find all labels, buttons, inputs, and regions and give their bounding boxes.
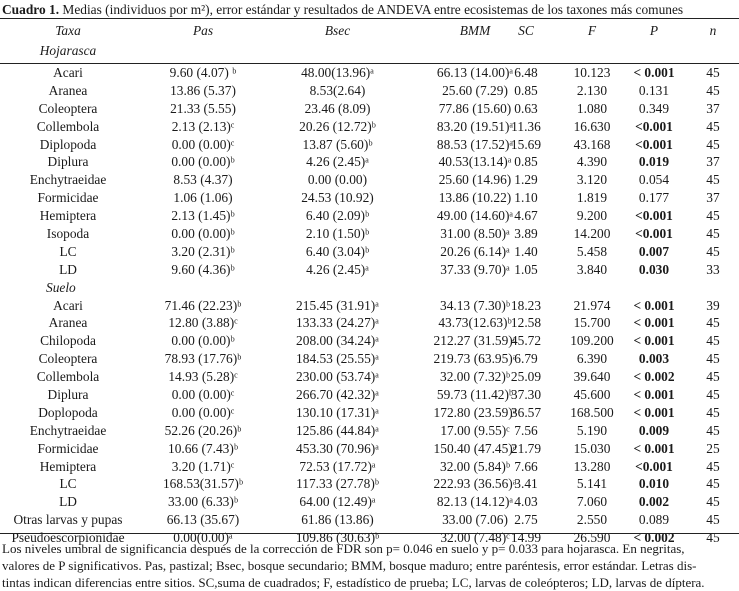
f-cell: 10.123 — [573, 65, 611, 80]
pas-cell: 168.53(31.57)ᵇ — [162, 476, 244, 492]
pas-cell: 71.46 (22.23)ᵇ — [164, 297, 242, 313]
bsec-cell: 61.86 (13.86) — [301, 512, 374, 528]
taxon-cell: Collembola — [36, 118, 100, 134]
bsec-cell: 4.26 (2.45)ᵃ — [306, 154, 369, 170]
taxon-cell: Otras larvas y pupas — [13, 512, 123, 528]
n-cell: 45 — [706, 136, 720, 152]
table-row — [0, 64, 739, 82]
bmm-cell: 212.27 (31.59)ᵃ — [433, 333, 517, 349]
bmm-cell: 150.40 (47.45)ᵃ — [433, 440, 517, 456]
p-value-cell: < 0.001 — [633, 297, 675, 313]
taxon-cell: LC — [59, 243, 77, 259]
pas-cell: 10.66 (7.43)ᵇ — [168, 440, 238, 456]
sc-cell: 21.79 — [510, 440, 542, 456]
p-value-cell: <0.001 — [635, 136, 673, 152]
table-row — [0, 386, 739, 404]
table-row — [0, 511, 739, 529]
bsec-cell: 208.00 (34.24)ᵃ — [296, 333, 379, 349]
pas-cell: 9.60 (4.07) ᵇ — [169, 65, 237, 80]
pas-cell: 9.60 (4.36)ᵇ — [171, 261, 235, 277]
caption-text: Medias (individuos por m²), error estándar y resultados de ANDEVA entre ecosistemas de los taxones más comunes — [59, 2, 684, 17]
p-value-cell: <0.001 — [635, 208, 673, 224]
sc-cell: 1.29 — [514, 172, 538, 188]
section-label: Suelo — [46, 279, 76, 295]
bsec-cell: 453.30 (70.96)ᵃ — [296, 440, 379, 456]
header-bsec: Bsec — [324, 23, 351, 38]
p-value-cell: < 0.001 — [633, 387, 675, 403]
pas-cell: 33.00 (6.33)ᵇ — [168, 494, 238, 510]
bsec-cell: 215.45 (31.91)ᵃ — [296, 297, 379, 313]
header-bmm: BMM — [459, 23, 491, 38]
table-row — [0, 82, 739, 100]
pas-cell: 2.13 (2.13)ᶜ — [171, 118, 235, 134]
bmm-cell: 32.00 (5.84)ᵇ — [440, 458, 510, 474]
taxon-cell: Enchytraeidae — [29, 422, 107, 438]
f-cell: 109.200 — [570, 333, 614, 349]
f-cell: 21.974 — [573, 297, 611, 313]
sc-cell: 15.69 — [510, 136, 542, 152]
sc-cell: 45.72 — [510, 333, 542, 349]
table-row — [0, 225, 739, 243]
n-cell: 45 — [706, 458, 720, 474]
bmm-cell: 40.53(13.14)ᵃ — [438, 154, 512, 170]
table-body — [0, 64, 739, 547]
pas-cell: 21.33 (5.55) — [170, 100, 236, 116]
bsec-cell: 64.00 (12.49)ᵃ — [299, 494, 376, 510]
bsec-cell: 184.53 (25.55)ᵃ — [296, 351, 379, 367]
taxon-cell: Formicidae — [37, 440, 99, 456]
sc-cell: 14.99 — [510, 530, 542, 546]
f-cell: 43.168 — [573, 136, 611, 152]
bsec-cell: 2.10 (1.50)ᵇ — [305, 226, 370, 242]
taxon-cell: Aranea — [48, 315, 88, 331]
sc-cell: 6.48 — [514, 65, 538, 80]
table-footnotes — [2, 540, 737, 591]
bmm-cell: 219.73 (63.95)ᵃ — [433, 351, 517, 367]
f-cell: 2.550 — [576, 512, 608, 528]
taxon-cell: Coleoptera — [38, 351, 98, 367]
taxon-cell: Diplura — [47, 387, 89, 403]
bsec-cell: 117.33 (27.78)ᵇ — [296, 476, 379, 492]
n-cell: 37 — [706, 154, 720, 170]
bottom-rule — [0, 533, 739, 534]
pas-cell: 0.00 (0.00)ᵇ — [171, 226, 235, 242]
pas-cell: 8.53 (4.37) — [173, 172, 233, 188]
sc-cell: 1.10 — [514, 190, 538, 206]
bmm-cell: 32.00 (7.48)ᶜ — [440, 530, 510, 546]
taxon-cell: Collembola — [36, 369, 100, 385]
n-cell: 45 — [706, 422, 720, 438]
bsec-cell: 0.00 (0.00) — [307, 172, 368, 188]
header-n: n — [709, 23, 717, 38]
sc-cell: 37.30 — [510, 387, 542, 403]
p-value-cell: < 0.001 — [633, 440, 675, 456]
table-row — [0, 189, 739, 207]
pas-cell: 2.13 (1.45)ᵇ — [171, 208, 235, 224]
p-value-cell: < 0.002 — [633, 369, 675, 385]
taxon-cell: Hemiptera — [39, 208, 97, 224]
bsec-cell: 109.86 (30.63)ᵇ — [295, 530, 380, 546]
sc-cell: 4.67 — [514, 208, 538, 224]
f-cell: 168.500 — [570, 404, 614, 420]
table-row — [0, 153, 739, 171]
p-value-cell: 0.009 — [638, 422, 670, 438]
footnote-line: valores de P significativos. Pas, pastizal; Bsec, bosque secundario; BMM, bosque maduro; entre paréntesis, error estándar. Letras dis- — [2, 558, 697, 573]
bmm-cell: 88.53 (17.52)ᵃ — [436, 136, 514, 152]
section-header-row — [0, 279, 739, 297]
pas-cell: 12.80 (3.88)ᶜ — [168, 315, 238, 331]
bmm-cell: 34.13 (7.30)ᵇ — [440, 297, 510, 313]
bmm-cell: 17.00 (9.55)ᶜ — [440, 422, 510, 438]
n-cell: 45 — [706, 369, 720, 385]
p-value-cell: 0.089 — [638, 512, 670, 528]
f-cell: 5.190 — [576, 422, 608, 438]
bsec-cell: 72.53 (17.72)ᵃ — [299, 458, 376, 474]
table-row — [0, 422, 739, 440]
bmm-cell: 77.86 (15.60) — [438, 100, 512, 116]
n-cell: 37 — [706, 100, 720, 116]
bmm-cell: 25.60 (7.29) — [442, 82, 508, 98]
table-row — [0, 332, 739, 350]
sc-cell: 0.85 — [514, 154, 538, 170]
bsec-cell: 6.40 (3.04)ᵇ — [305, 243, 370, 259]
pas-cell: 0.00 (0.00)ᵇ — [171, 154, 235, 170]
table-caption — [2, 1, 737, 18]
sc-cell: 7.56 — [514, 422, 538, 438]
table-row — [0, 368, 739, 386]
header-f: F — [587, 23, 597, 38]
p-value-cell: 0.054 — [638, 172, 670, 188]
table-row — [0, 243, 739, 261]
sc-cell: 25.09 — [510, 369, 542, 385]
taxon-cell: Formicidae — [37, 190, 99, 206]
bsec-cell: 13.87 (5.60)ᵇ — [302, 136, 373, 152]
bmm-cell: 32.00 (7.32)ᵇ — [440, 369, 510, 385]
n-cell: 33 — [706, 261, 720, 277]
bsec-cell: 8.53(2.64) — [309, 82, 366, 98]
sc-cell: 7.66 — [514, 458, 538, 474]
bmm-cell: 66.13 (14.00)ᵃ — [436, 65, 514, 80]
p-value-cell: 0.177 — [638, 190, 670, 206]
n-cell: 45 — [706, 476, 720, 492]
bmm-cell: 83.20 (19.51)ᵃ — [436, 118, 514, 134]
bmm-cell: 13.86 (10.22) — [438, 190, 512, 206]
p-value-cell: < 0.001 — [633, 404, 675, 420]
f-cell: 15.030 — [573, 440, 611, 456]
bsec-cell: 4.26 (2.45)ᵃ — [306, 261, 369, 277]
taxon-cell: Acari — [53, 297, 83, 313]
n-cell: 45 — [706, 404, 720, 420]
bsec-cell: 130.10 (17.31)ᵃ — [296, 404, 379, 420]
f-cell: 13.280 — [573, 458, 611, 474]
table-row — [0, 118, 739, 136]
p-value-cell: <0.001 — [635, 458, 673, 474]
p-value-cell: < 0.001 — [633, 315, 675, 331]
f-cell: 5.458 — [576, 243, 608, 259]
sc-cell: 1.05 — [514, 261, 538, 277]
table-row — [0, 493, 739, 511]
p-value-cell: < 0.002 — [633, 530, 675, 546]
f-cell: 2.130 — [576, 82, 608, 98]
sc-cell: 0.63 — [514, 100, 538, 116]
taxon-cell: LD — [59, 261, 77, 277]
sc-cell: 3.89 — [514, 226, 538, 242]
pas-cell: 66.13 (35.67) — [166, 512, 240, 528]
bmm-cell: 172.80 (23.59)ᵃ — [433, 404, 517, 420]
f-cell: 6.390 — [576, 351, 608, 367]
header-taxa: Taxa — [55, 23, 81, 38]
table-row — [0, 207, 739, 225]
pas-cell: 0.00 (0.00)ᵇ — [171, 333, 235, 349]
f-cell: 5.141 — [576, 476, 608, 492]
pas-cell: 0.00 (0.00)ᶜ — [171, 404, 235, 420]
taxon-cell: Coleoptera — [38, 100, 98, 116]
taxon-cell: Hemiptera — [39, 458, 97, 474]
sc-cell: 0.85 — [514, 82, 538, 98]
bmm-cell: 49.00 (14.60)ᵃ — [436, 208, 514, 224]
pas-cell: 14.93 (5.28)ᶜ — [168, 369, 238, 385]
table-row — [0, 458, 739, 476]
header-pas: Pas — [192, 23, 214, 38]
table-row — [0, 440, 739, 458]
taxon-cell: Doplopoda — [38, 404, 98, 420]
p-value-cell: < 0.001 — [633, 333, 675, 349]
p-value-cell: <0.001 — [635, 118, 673, 134]
bmm-cell: 43.73(12.63)ᵇ — [438, 315, 512, 331]
header-p: P — [649, 23, 659, 38]
sc-cell: 1.40 — [514, 243, 538, 259]
pas-cell: 78.93 (17.76)ᵇ — [164, 351, 242, 367]
table-row — [0, 475, 739, 493]
header-section-hojarasca: Hojarasca — [39, 43, 97, 58]
sc-cell: 12.58 — [510, 315, 542, 331]
p-value-cell: 0.003 — [638, 351, 670, 367]
sc-cell: 18.23 — [510, 297, 542, 313]
f-cell: 16.630 — [573, 118, 611, 134]
bmm-cell: 37.33 (9.70)ᵃ — [440, 261, 510, 277]
bsec-cell: 133.33 (24.27)ᵃ — [296, 315, 379, 331]
p-value-cell: 0.030 — [638, 261, 670, 277]
sc-cell: 4.03 — [514, 494, 538, 510]
sc-cell: 3.41 — [514, 476, 538, 492]
table-header — [0, 20, 739, 62]
pas-cell: 0.00 (0.00)ᶜ — [171, 136, 235, 152]
taxon-cell: Chilopoda — [40, 333, 96, 349]
bsec-cell: 48.00(13.96)ᵃ — [301, 65, 374, 80]
bsec-cell: 20.26 (12.72)ᵇ — [299, 118, 376, 134]
table-row — [0, 100, 739, 118]
taxon-cell: Isopoda — [46, 226, 90, 242]
bmm-cell: 20.26 (6.14)ᵃ — [440, 243, 510, 259]
table-row — [0, 314, 739, 332]
n-cell: 45 — [706, 172, 720, 188]
pas-cell: 13.86 (5.37) — [170, 82, 236, 98]
pas-cell: 52.26 (20.26)ᵇ — [164, 422, 242, 438]
n-cell: 45 — [706, 315, 720, 331]
n-cell: 39 — [706, 297, 720, 313]
pas-cell: 1.06 (1.06) — [173, 190, 233, 206]
bsec-cell: 266.70 (42.32)ᵃ — [296, 387, 379, 403]
table-row — [0, 297, 739, 315]
f-cell: 14.200 — [573, 226, 611, 242]
pas-cell: 0.00(0.00)ᵃ — [173, 530, 233, 546]
f-cell: 45.600 — [573, 387, 611, 403]
p-value-cell: <0.001 — [635, 226, 673, 242]
n-cell: 45 — [706, 208, 720, 224]
bsec-cell: 230.00 (53.74)ᵃ — [296, 369, 379, 385]
caption-label: Cuadro 1. — [2, 2, 60, 17]
pas-cell: 3.20 (1.71)ᶜ — [171, 458, 235, 474]
f-cell: 4.390 — [576, 154, 608, 170]
f-cell: 26.590 — [573, 530, 611, 546]
f-cell: 39.640 — [573, 369, 611, 385]
taxon-cell: LC — [59, 476, 77, 492]
f-cell: 3.120 — [576, 172, 608, 188]
taxon-cell: Pseudoescorpionidae — [11, 530, 125, 546]
n-cell: 45 — [706, 530, 720, 546]
f-cell: 9.200 — [576, 208, 608, 224]
p-value-cell: 0.349 — [638, 100, 670, 116]
p-value-cell: 0.007 — [638, 243, 670, 259]
f-cell: 1.080 — [576, 100, 608, 116]
n-cell: 45 — [706, 243, 720, 259]
taxon-cell: Diplura — [47, 154, 89, 170]
bsec-cell: 24.53 (10.92) — [301, 190, 374, 206]
table-row — [0, 136, 739, 154]
sc-cell: 11.36 — [511, 118, 541, 134]
taxon-cell: Diplopoda — [39, 136, 97, 152]
f-cell: 3.840 — [576, 261, 608, 277]
bsec-cell: 125.86 (44.84)ᵃ — [296, 422, 379, 438]
p-value-cell: 0.019 — [638, 154, 670, 170]
n-cell: 45 — [706, 494, 720, 510]
n-cell: 45 — [706, 387, 720, 403]
footnote-line: Los niveles umbral de significancia después de la corrección de FDR son p= 0.046 en suelo y p= 0.033 para hojarasca. En negritas, — [2, 541, 685, 556]
p-value-cell: 0.131 — [638, 82, 670, 98]
sc-cell: 6.79 — [514, 351, 538, 367]
header-sc: SC — [518, 23, 534, 38]
taxon-cell: LD — [59, 494, 77, 510]
bmm-cell: 222.93 (36.56)ᵃ — [433, 476, 517, 492]
f-cell: 7.060 — [576, 494, 608, 510]
table-row — [0, 404, 739, 422]
pas-cell: 0.00 (0.00)ᶜ — [171, 387, 235, 403]
p-value-cell: 0.002 — [638, 494, 670, 510]
n-cell: 45 — [706, 351, 720, 367]
table-row — [0, 261, 739, 279]
top-rule — [0, 18, 739, 19]
table-row — [0, 350, 739, 368]
taxon-cell: Acari — [53, 65, 83, 80]
n-cell: 45 — [706, 65, 720, 80]
n-cell: 45 — [706, 512, 720, 528]
n-cell: 45 — [706, 333, 720, 349]
n-cell: 25 — [706, 440, 720, 456]
n-cell: 45 — [706, 118, 720, 134]
pas-cell: 3.20 (2.31)ᵇ — [171, 243, 235, 259]
p-value-cell: < 0.001 — [633, 65, 675, 80]
n-cell: 45 — [706, 82, 720, 98]
bmm-cell: 25.60 (14.96) — [438, 172, 512, 188]
sc-cell: 36.57 — [510, 404, 542, 420]
bsec-cell: 6.40 (2.09)ᵇ — [305, 208, 370, 224]
table-row — [0, 171, 739, 189]
n-cell: 37 — [706, 190, 720, 206]
bmm-cell: 31.00 (8.50)ᵃ — [440, 226, 510, 242]
n-cell: 45 — [706, 226, 720, 242]
taxon-cell: Aranea — [48, 82, 88, 98]
p-value-cell: 0.010 — [638, 476, 670, 492]
f-cell: 1.819 — [576, 190, 608, 206]
bmm-cell: 33.00 (7.06) — [442, 512, 508, 528]
footnote-line: tintas indican diferencias entre sitios. SC,suma de cuadrados; F, estadístico de prueba; LC, larvas de coleópteros; LD, larvas de díptera. — [2, 575, 705, 590]
bmm-cell: 59.73 (11.42)ᵇ — [436, 387, 514, 403]
bsec-cell: 23.46 (8.09) — [304, 100, 371, 116]
bmm-cell: 82.13 (14.12)ᵃ — [436, 494, 514, 510]
f-cell: 15.700 — [573, 315, 611, 331]
taxon-cell: Enchytraeidae — [29, 172, 107, 188]
sc-cell: 2.75 — [514, 512, 538, 528]
